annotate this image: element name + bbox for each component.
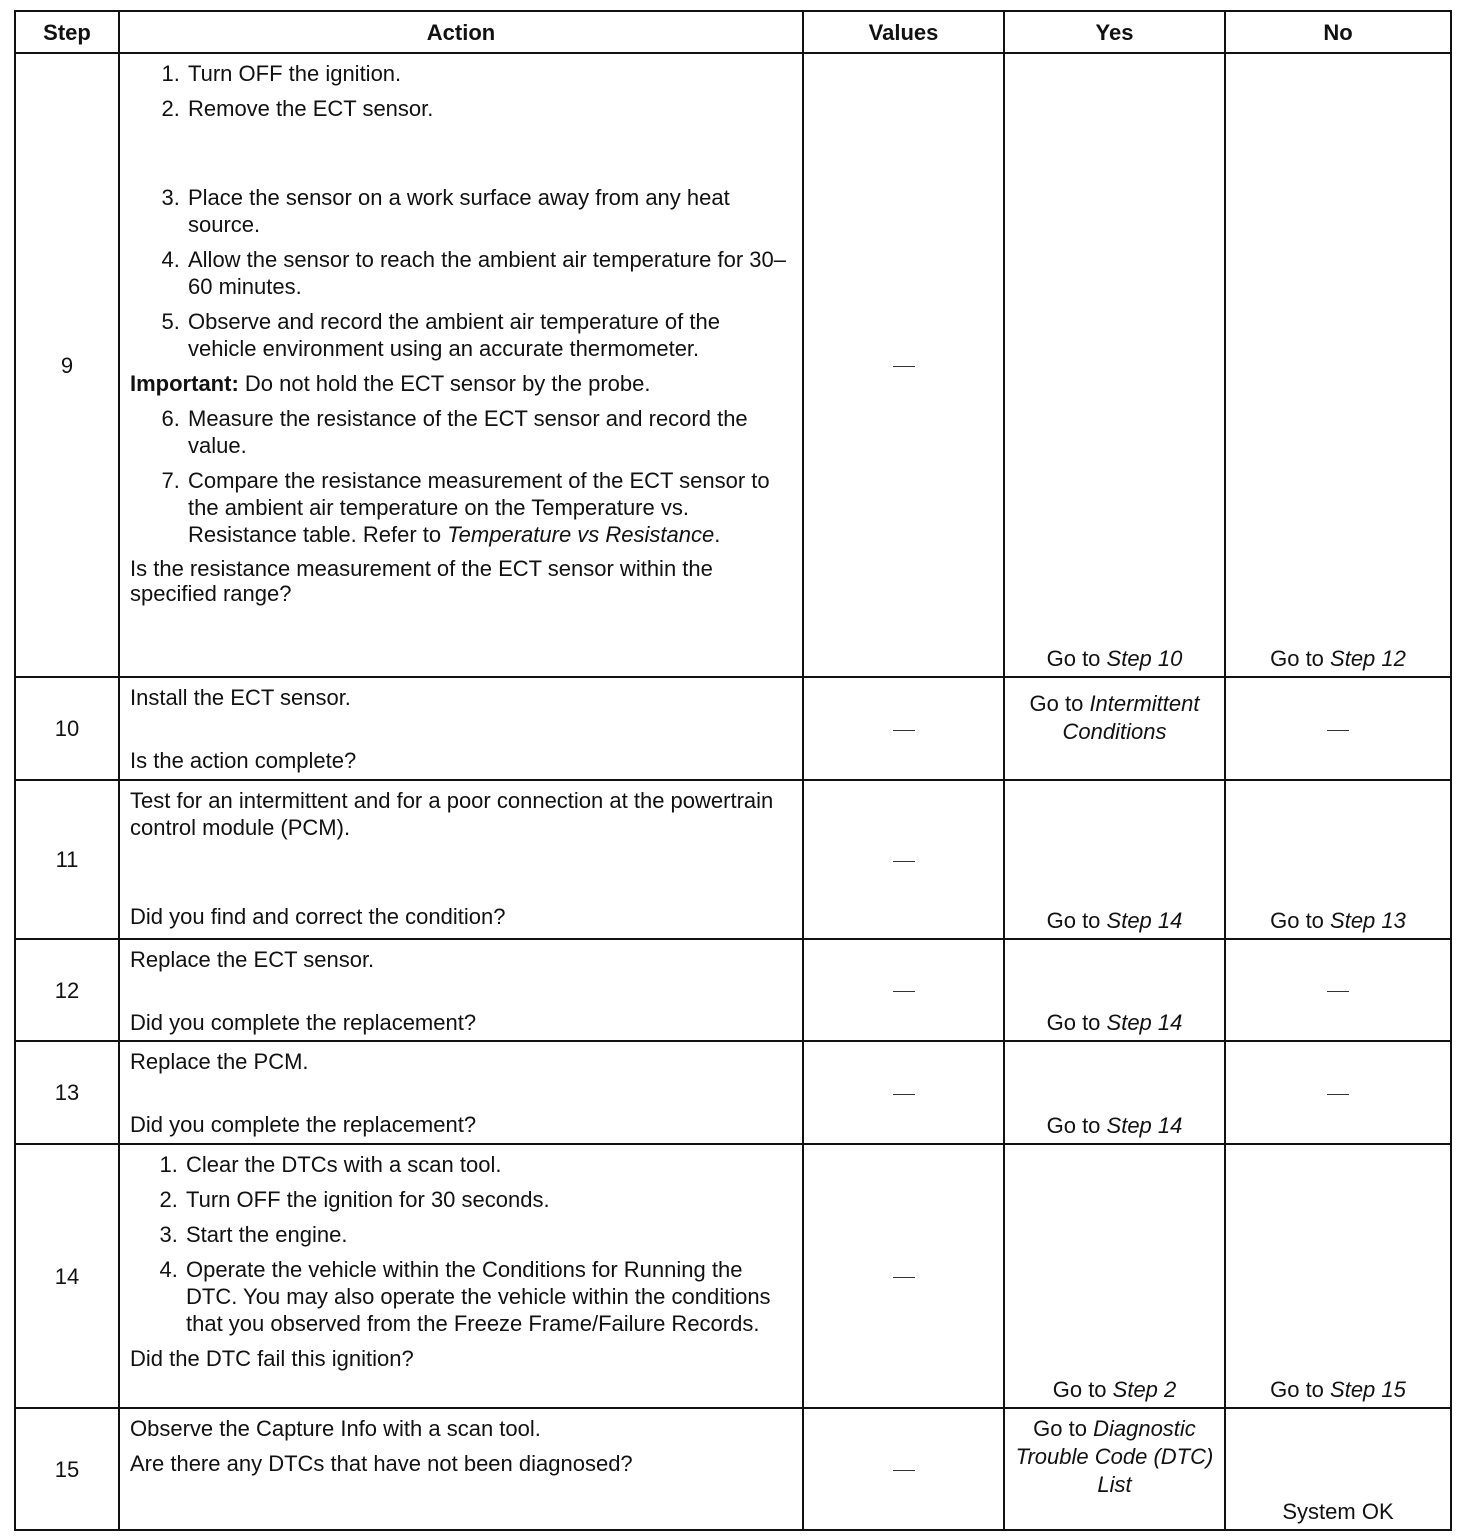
yes-link xyxy=(1005,690,1224,746)
yes-cell xyxy=(1004,53,1225,677)
action-cell xyxy=(119,1144,803,1408)
action-steps xyxy=(130,60,792,122)
action-step: 2. Turn OFF the ignition for 30 seconds. xyxy=(184,1186,792,1213)
no-cell xyxy=(1225,939,1451,1041)
action-text: Replace the ECT sensor. xyxy=(130,947,375,972)
action-step xyxy=(186,467,792,548)
important-note xyxy=(130,370,792,397)
action-cell xyxy=(119,677,803,780)
step-number: 11 xyxy=(15,780,119,939)
table-row xyxy=(15,1041,1451,1144)
action-question: Did you find and correct the condition? xyxy=(130,904,506,929)
go-to-text: Go to xyxy=(1033,1416,1094,1441)
action-step: 6. Measure the resistance of the ECT sensor and record the value. xyxy=(186,405,792,459)
yes-cell xyxy=(1004,1408,1225,1530)
table-row xyxy=(15,677,1451,780)
header-values: Values xyxy=(803,11,1004,53)
action-question: Are there any DTCs that have not been diagnosed? xyxy=(130,1451,633,1476)
table-row xyxy=(15,53,1451,677)
table-row xyxy=(15,780,1451,939)
header-no: No xyxy=(1225,11,1451,53)
yes-cell xyxy=(1004,1144,1225,1408)
go-to-text: Go to xyxy=(1270,646,1331,671)
action-cell xyxy=(119,780,803,939)
dash xyxy=(1327,1094,1349,1095)
action-step: 4. Allow the sensor to reach the ambient air temperature for 30–60 minutes. xyxy=(186,246,792,300)
yes-link xyxy=(1005,645,1224,672)
values-cell xyxy=(803,53,1004,677)
go-to-text: Go to xyxy=(1046,1010,1107,1035)
header-step: Step xyxy=(15,11,119,53)
yes-link xyxy=(1005,1415,1224,1499)
action-text: Observe the Capture Info with a scan tool. xyxy=(130,1416,541,1441)
dash xyxy=(893,730,915,731)
diagnostic-table xyxy=(14,10,1452,1531)
values-cell xyxy=(803,939,1004,1041)
important-text: Do not hold the ECT sensor by the probe. xyxy=(238,371,651,396)
action-step: 3. Start the engine. xyxy=(184,1221,792,1248)
dash xyxy=(893,861,915,862)
step-reference: Step 14 xyxy=(1106,908,1183,933)
action-steps xyxy=(130,184,792,362)
action-step-text: Compare the resistance measurement of the ECT sensor to the ambient air temperature on the Temperature vs. Resistance table. Refer to xyxy=(188,468,770,547)
action-step: 4. Operate the vehicle within the Conditions for Running the DTC. You may also operate the vehicle within the conditions that you observed from the Freeze Frame/Failure Records. xyxy=(184,1256,792,1337)
step-number: 14 xyxy=(15,1144,119,1408)
reference-suffix: . xyxy=(714,522,721,547)
no-cell xyxy=(1225,1144,1451,1408)
no-result: System OK xyxy=(1282,1499,1394,1524)
header-row xyxy=(15,11,1451,53)
dash xyxy=(893,366,915,367)
action-question: Did you complete the replacement? xyxy=(130,1010,477,1035)
important-label: Important: xyxy=(130,371,239,396)
action-step: 3. Place the sensor on a work surface away from any heat source. xyxy=(186,184,792,238)
table-row xyxy=(15,1144,1451,1408)
step-reference: Step 12 xyxy=(1330,646,1406,671)
dash xyxy=(893,1470,915,1471)
step-reference: Diagnostic Trouble Code (DTC) List xyxy=(1015,1416,1214,1497)
action-question: Is the action complete? xyxy=(130,748,357,773)
no-link xyxy=(1226,1376,1450,1403)
action-step: 5. Observe and record the ambient air temperature of the vehicle environment using an accurate thermometer. xyxy=(186,308,792,362)
no-cell xyxy=(1225,780,1451,939)
dash xyxy=(893,991,915,992)
go-to-text: Go to xyxy=(1052,1377,1113,1402)
action-text: Test for an intermittent and for a poor connection at the powertrain control module (PCM). xyxy=(130,788,774,840)
no-cell xyxy=(1225,53,1451,677)
step-number: 9 xyxy=(15,53,119,677)
values-cell xyxy=(803,1408,1004,1530)
yes-link xyxy=(1005,1376,1224,1403)
go-to-text: Go to xyxy=(1029,691,1090,716)
step-reference: Step 2 xyxy=(1112,1377,1177,1402)
yes-cell xyxy=(1004,780,1225,939)
step-number: 15 xyxy=(15,1408,119,1530)
step-reference: Step 15 xyxy=(1330,1377,1406,1402)
action-question: Did the DTC fail this ignition? xyxy=(130,1346,414,1371)
step-number: 12 xyxy=(15,939,119,1041)
action-steps xyxy=(130,405,792,548)
go-to-text: Go to xyxy=(1046,646,1107,671)
no-link xyxy=(1226,907,1450,934)
dash xyxy=(893,1094,915,1095)
yes-cell xyxy=(1004,677,1225,780)
yes-cell xyxy=(1004,1041,1225,1144)
action-cell xyxy=(119,939,803,1041)
dash xyxy=(1327,991,1349,992)
yes-cell xyxy=(1004,939,1225,1041)
action-cell xyxy=(119,1408,803,1530)
go-to-text: Go to xyxy=(1270,1377,1331,1402)
step-number: 10 xyxy=(15,677,119,780)
dash xyxy=(893,1277,915,1278)
action-cell xyxy=(119,1041,803,1144)
action-text: Replace the PCM. xyxy=(130,1049,309,1074)
step-reference: Step 14 xyxy=(1106,1113,1183,1138)
yes-link xyxy=(1005,1009,1224,1036)
action-cell xyxy=(119,53,803,677)
values-cell xyxy=(803,1144,1004,1408)
action-question: Is the resistance measurement of the ECT sensor within the specified range? xyxy=(130,556,713,606)
step-reference: Step 14 xyxy=(1106,1010,1183,1035)
no-link xyxy=(1226,645,1450,672)
no-cell xyxy=(1225,677,1451,780)
no-cell xyxy=(1225,1408,1451,1530)
yes-link xyxy=(1005,1112,1224,1139)
no-cell xyxy=(1225,1041,1451,1144)
step-reference: Step 10 xyxy=(1106,646,1183,671)
go-to-text: Go to xyxy=(1046,908,1107,933)
values-cell xyxy=(803,677,1004,780)
go-to-text: Go to xyxy=(1046,1113,1107,1138)
action-text: Install the ECT sensor. xyxy=(130,685,351,710)
header-action: Action xyxy=(119,11,803,53)
values-cell xyxy=(803,1041,1004,1144)
action-step: 1. Turn OFF the ignition. xyxy=(186,60,792,87)
action-step: 1. Clear the DTCs with a scan tool. xyxy=(184,1151,792,1178)
action-question: Did you complete the replacement? xyxy=(130,1112,477,1137)
action-steps xyxy=(130,1151,792,1337)
step-reference: Step 13 xyxy=(1330,908,1406,933)
dash xyxy=(1327,730,1349,731)
reference-link: Temperature vs Resistance xyxy=(447,522,715,547)
table-row xyxy=(15,1408,1451,1530)
header-yes: Yes xyxy=(1004,11,1225,53)
yes-link xyxy=(1005,907,1224,934)
go-to-text: Go to xyxy=(1270,908,1331,933)
table-row xyxy=(15,939,1451,1041)
step-reference: Intermittent Conditions xyxy=(1062,691,1200,744)
action-step: 2. Remove the ECT sensor. xyxy=(186,95,792,122)
values-cell xyxy=(803,780,1004,939)
step-number: 13 xyxy=(15,1041,119,1144)
